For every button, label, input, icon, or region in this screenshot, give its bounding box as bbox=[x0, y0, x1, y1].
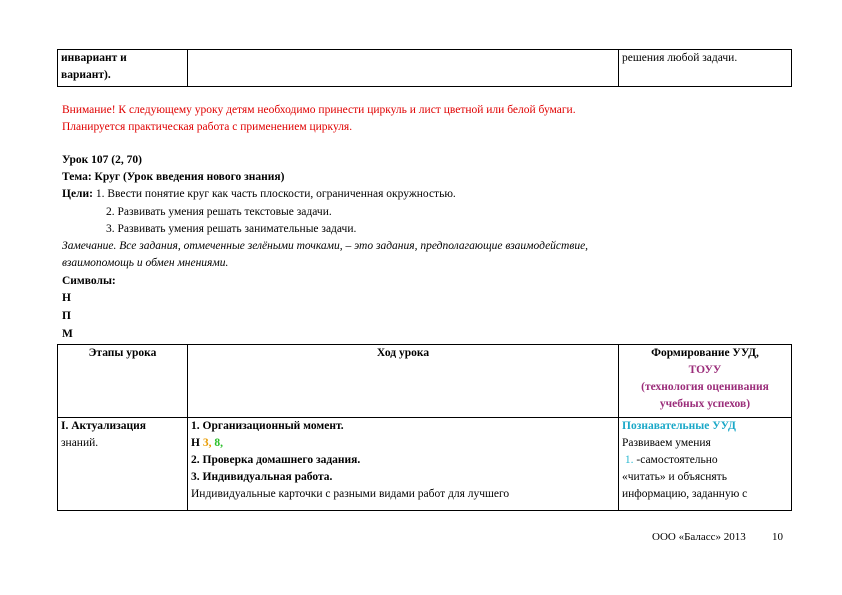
uud-text-2-line bbox=[622, 452, 788, 469]
header-uud-line2: ТОУУ bbox=[688, 364, 722, 376]
notice-line-2: Планируется практическая работа с применением циркуля. bbox=[62, 121, 353, 133]
header-uud-line3: (технология оценивания bbox=[641, 381, 769, 393]
lesson-table bbox=[57, 344, 792, 511]
symbol-m: М bbox=[62, 328, 73, 340]
course-item-1: 1. Организационный момент. bbox=[191, 420, 344, 432]
remark-line-1: Замечание. Все задания, отмеченные зелёными точками, – это задания, предполагающие взаимодействие, bbox=[62, 240, 589, 252]
theme-label: Тема: bbox=[62, 171, 92, 183]
uud-num: 1. bbox=[624, 454, 634, 466]
h-num-2: 8, bbox=[214, 437, 223, 449]
lesson-title: Урок 107 (2, 70) bbox=[62, 154, 142, 166]
top-cell-line2: вариант). bbox=[61, 69, 111, 81]
top-cell-uud-text: решения любой задачи. bbox=[622, 52, 738, 64]
course-item-3-text: Индивидуальные карточки с разными видами работ для лучшего bbox=[191, 488, 510, 500]
footer-company: ООО «Баласс» 2013 bbox=[652, 531, 746, 543]
top-table-cell-course bbox=[188, 50, 619, 87]
symbols-label: Символы: bbox=[62, 275, 116, 287]
header-stages bbox=[58, 345, 188, 418]
table-row bbox=[58, 418, 792, 511]
top-table bbox=[57, 49, 792, 87]
footer-page-number: 10 bbox=[772, 531, 783, 543]
header-course-label: Ход урока bbox=[376, 347, 430, 359]
uud-title: Познавательные УУД bbox=[622, 420, 736, 432]
symbol-h: Н bbox=[62, 292, 71, 304]
h-label: Н bbox=[191, 437, 200, 449]
course-h-line bbox=[191, 435, 615, 452]
notice-line-1: Внимание! К следующему уроку детям необходимо принести циркуль и лист цветной или белой бумаги. bbox=[62, 104, 576, 116]
uud-text-2: -самостоятельно bbox=[633, 454, 718, 466]
lesson-theme bbox=[62, 169, 284, 186]
remark-line-2: взаимопомощь и обмен мнениями. bbox=[62, 257, 229, 269]
uud-cell bbox=[619, 418, 792, 511]
header-stages-label: Этапы урока bbox=[88, 347, 157, 359]
goals-label: Цели: bbox=[62, 188, 93, 200]
top-table-cell-uud bbox=[619, 50, 792, 87]
goal-1-text: 1. Ввести понятие круг как часть плоскости, ограниченная окружностью. bbox=[92, 188, 456, 200]
top-table-cell-stage bbox=[58, 50, 188, 87]
stage-line1: I. Актуализация bbox=[61, 420, 147, 432]
header-uud bbox=[619, 345, 792, 418]
uud-text-1: Развиваем умения bbox=[622, 437, 711, 449]
top-cell-line1: инвариант и bbox=[61, 52, 127, 64]
lesson-table-header-row bbox=[58, 345, 792, 418]
course-cell bbox=[188, 418, 619, 511]
uud-text-4: информацию, заданную с bbox=[622, 488, 748, 500]
stage-cell bbox=[58, 418, 188, 511]
header-course bbox=[188, 345, 619, 418]
lesson-goal-3: 3. Развивать умения решать занимательные задачи. bbox=[106, 223, 357, 235]
lesson-goal-1 bbox=[62, 186, 456, 203]
lesson-goal-2: 2. Развивать умения решать текстовые задачи. bbox=[106, 206, 332, 218]
theme-text: Круг (Урок введения нового знания) bbox=[91, 171, 285, 183]
h-num-1: 3, bbox=[202, 437, 212, 449]
course-item-2: 2. Проверка домашнего задания. bbox=[191, 454, 361, 466]
header-uud-line1: Формирование УУД, bbox=[651, 347, 759, 359]
stage-line2: знаний. bbox=[61, 437, 99, 449]
symbol-p: П bbox=[62, 310, 71, 322]
course-item-3: 3. Индивидуальная работа. bbox=[191, 471, 333, 483]
header-uud-line4: учебных успехов) bbox=[659, 398, 751, 410]
uud-text-3: «читать» и объяснять bbox=[622, 471, 727, 483]
